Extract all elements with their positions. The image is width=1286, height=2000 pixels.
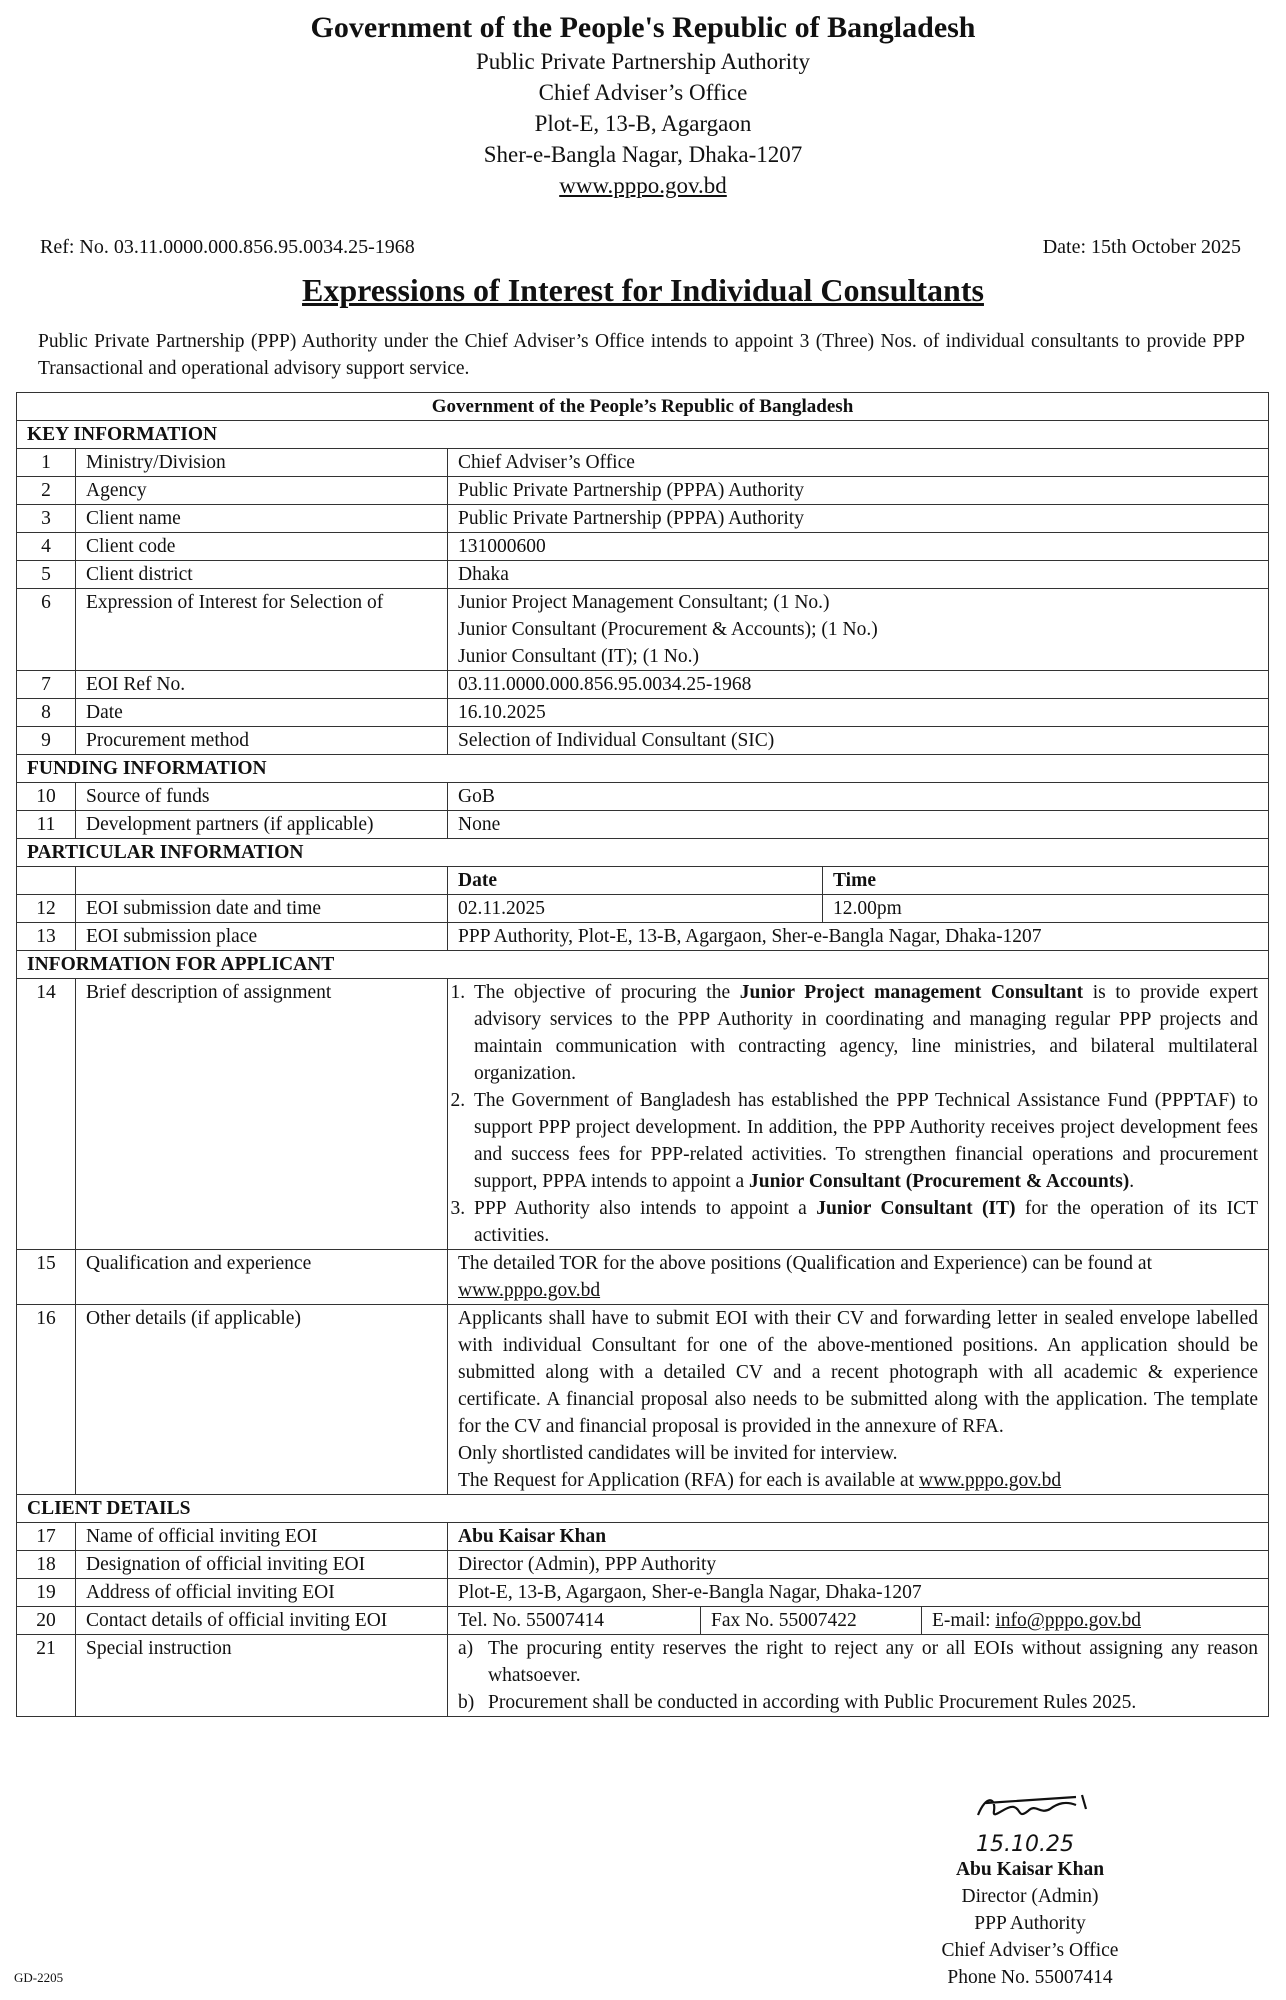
- office-name: Chief Adviser’s Office: [538, 80, 748, 105]
- list-item: 2. The Government of Bangladesh has established the PPP Technical Assistance Fund (PPPTAF) to support PPP project development. In addition, the PPP Authority receives project development fees and success fees for PPP-related activities. To strengthen financial operations and procurement support, PPPA intends to appoint a Junior Consultant (Procurement & Accounts).: [470, 1087, 1258, 1195]
- email-link[interactable]: info@pppo.gov.bd: [995, 1610, 1141, 1631]
- table-row: 15 Qualification and experience The detailed TOR for the above positions (Qualification and Experience) can be found at www.pppo.gov.bd: [17, 1250, 1269, 1305]
- intro-paragraph: Public Private Partnership (PPP) Authority under the Chief Adviser’s Office intends to appoint 3 (Three) Nos. of individual consultants to provide PPP Transactional and operational advisory support service.: [38, 331, 1245, 379]
- letterhead: [0, 0, 1286, 201]
- table-row: 8 Date 16.10.2025: [17, 699, 1269, 727]
- table-caption: Government of the People’s Republic of Bangladesh: [17, 393, 1269, 421]
- signature-block: [900, 1856, 1160, 1991]
- table-header-row: Date Time: [17, 867, 1269, 895]
- fax-number: Fax No. 55007422: [701, 1607, 922, 1634]
- table-row: 6 Expression of Interest for Selection of Junior Project Management Consultant; (1 No.) Junior Consultant (Procurement & Accounts); (1 No.) Junior Consultant (IT); (1 No.): [17, 589, 1269, 671]
- table-row: 9 Procurement method Selection of Individual Consultant (SIC): [17, 727, 1269, 755]
- table-row: 4 Client code 131000600: [17, 533, 1269, 561]
- footer-code: GD-2205: [14, 1970, 64, 1985]
- tor-link[interactable]: www.pppo.gov.bd: [458, 1280, 601, 1301]
- document-title: Expressions of Interest for Individual Consultants: [302, 272, 984, 308]
- reference-row: [40, 236, 1241, 259]
- section-client-details: CLIENT DETAILS: [17, 1495, 1269, 1523]
- reference-number: Ref: No. 03.11.0000.000.856.95.0034.25-1968: [40, 236, 415, 258]
- signatory-line: Chief Adviser’s Office: [941, 1940, 1119, 1961]
- table-row: 17 Name of official inviting EOI Abu Kaisar Khan: [17, 1523, 1269, 1551]
- position-item: Junior Consultant (IT); (1 No.): [458, 646, 700, 667]
- eoi-table: [16, 392, 1269, 1717]
- signature-date: 15.10.25: [976, 1832, 1074, 1855]
- position-item: Junior Consultant (Procurement & Accounts); (1 No.): [458, 619, 878, 640]
- list-item: 1. The objective of procuring the Junior Project management Consultant is to provide expert advisory services to the PPP Authority in coordinating and managing regular PPP projects and maintain communication with contracting agency, line ministries, and bilateral multilateral organization.: [470, 979, 1258, 1087]
- signatory-line: PPP Authority: [974, 1913, 1086, 1934]
- rfa-link[interactable]: www.pppo.gov.bd: [919, 1470, 1062, 1491]
- list-item: 3. PPP Authority also intends to appoint a Junior Consultant (IT) for the operation of its ICT activities.: [470, 1195, 1258, 1249]
- table-row: 5 Client district Dhaka: [17, 561, 1269, 589]
- table-row: 11 Development partners (if applicable) None: [17, 811, 1269, 839]
- table-row: 18 Designation of official inviting EOI Director (Admin), PPP Authority: [17, 1551, 1269, 1579]
- section-key-information: KEY INFORMATION: [17, 421, 1269, 449]
- signatory-name: Abu Kaisar Khan: [955, 1859, 1105, 1880]
- table-row: 16 Other details (if applicable) Applicants shall have to submit EOI with their CV and forwarding letter in sealed envelope labelled with individual Consultant for one of the above-mentioned positions. An application should be submitted along with a detailed CV and a recent photograph with all academic & experience certificate. A financial proposal also needs to be submitted along with the application. The template for the CV and financial proposal is provided in the annexure of RFA. Only shortlisted candidates will be invited for interview. The Request for Application (RFA) for each is available at www.pppo.gov.bd: [17, 1305, 1269, 1495]
- signatory-line: Phone No. 55007414: [947, 1967, 1113, 1988]
- table-row: 2 Agency Public Private Partnership (PPPA) Authority: [17, 477, 1269, 505]
- address-line-1: Plot-E, 13-B, Agargaon: [534, 111, 752, 136]
- address-line-2: Sher-e-Bangla Nagar, Dhaka-1207: [483, 142, 803, 167]
- table-row: 19 Address of official inviting EOI Plot-E, 13-B, Agargaon, Sher-e-Bangla Nagar, Dhaka-1207: [17, 1579, 1269, 1607]
- signature-icon: [966, 1775, 1116, 1855]
- section-particular-information: PARTICULAR INFORMATION: [17, 839, 1269, 867]
- table-row: 3 Client name Public Private Partnership (PPPA) Authority: [17, 505, 1269, 533]
- table-row: 12 EOI submission date and time 02.11.2025 12.00pm: [17, 895, 1269, 923]
- table-row: 14 Brief description of assignment 1. The objective of procuring the Junior Project management Consultant is to provide expert advisory services to the PPP Authority in coordinating and managing regular PPP projects and maintain communication with contracting agency, line ministries, and bilateral multilateral organization. 2. The Government of Bangladesh has established the PPP Technical Assistance Fund (PPPTAF) to support PPP project development. In addition, the PPP Authority receives project development fees and success fees for PPP-related activities. To strengthen financial operations and procurement support, PPPA intends to appoint a Junior Consultant (Procurement & Accounts). 3. PPP Authority also intends to appoint a Junior Consultant (IT) for the operation of its ICT activities.: [17, 979, 1269, 1250]
- table-row: 21 Special instruction a) The procuring entity reserves the right to reject any or all EOIs without assigning any reason whatsoever. b) Procurement shall be conducted in according with Public Procurement Rules 2025.: [17, 1635, 1269, 1717]
- assignment-description-list: [450, 979, 1258, 1249]
- section-information-for-applicant: INFORMATION FOR APPLICANT: [17, 951, 1269, 979]
- signatory-line: Director (Admin): [961, 1886, 1099, 1907]
- table-row: 10 Source of funds GoB: [17, 783, 1269, 811]
- table-row: 1 Ministry/Division Chief Adviser’s Office: [17, 449, 1269, 477]
- table-row: 7 EOI Ref No. 03.11.0000.000.856.95.0034.25-1968: [17, 671, 1269, 699]
- authority-name: Public Private Partnership Authority: [475, 49, 811, 74]
- instruction-item: b) Procurement shall be conducted in according with Public Procurement Rules 2025.: [458, 1692, 1137, 1713]
- instruction-item: a) The procuring entity reserves the right to reject any or all EOIs without assigning any reason whatsoever.: [458, 1638, 1259, 1686]
- table-row: 13 EOI submission place PPP Authority, Plot-E, 13-B, Agargaon, Sher-e-Bangla Nagar, Dhaka-1207: [17, 923, 1269, 951]
- government-title: Government of the People's Republic of Bangladesh: [310, 11, 976, 44]
- table-row: 20 Contact details of official inviting EOI Tel. No. 55007414 Fax No. 55007422 E-mail: info@pppo.gov.bd: [17, 1607, 1269, 1635]
- website-link[interactable]: www.pppo.gov.bd: [559, 173, 727, 198]
- tel-number: Tel. No. 55007414: [448, 1607, 701, 1634]
- letter-date: Date: 15th October 2025: [1042, 236, 1241, 258]
- section-funding-information: FUNDING INFORMATION: [17, 755, 1269, 783]
- position-item: Junior Project Management Consultant; (1 No.): [458, 592, 830, 613]
